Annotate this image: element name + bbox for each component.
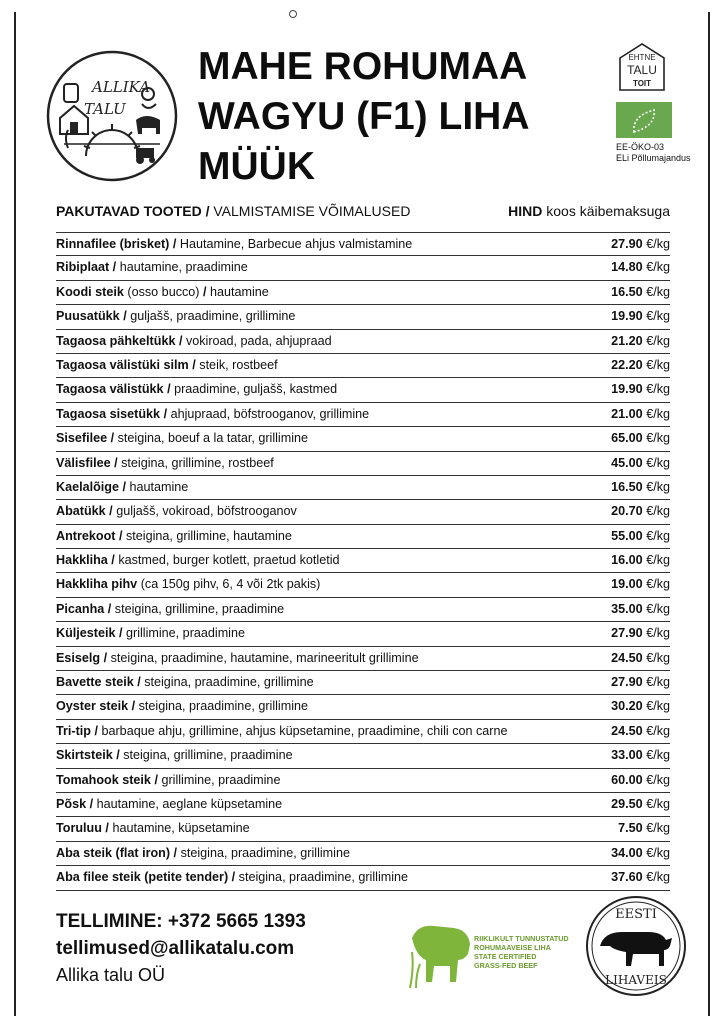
price-value: 19.00 xyxy=(611,577,643,592)
price-value: 20.70 xyxy=(611,504,643,519)
price-unit: €/kg xyxy=(646,237,670,251)
order-phone[interactable]: +372 5665 1393 xyxy=(167,911,306,932)
product-name: Picanha xyxy=(56,601,105,616)
options-label: VALMISTAMISE VÕIMALUSED xyxy=(213,203,411,219)
price-value: 16.00 xyxy=(611,553,643,568)
product-row xyxy=(56,378,670,402)
product-description: steigina, praadimine, grillimine xyxy=(138,699,309,714)
product-row xyxy=(56,598,670,622)
product-separator: / xyxy=(119,309,131,324)
price-value: 16.50 xyxy=(611,479,643,494)
eu-organic-leaf-icon xyxy=(616,102,672,138)
product-price xyxy=(611,622,670,644)
product-name: Hakkliha xyxy=(56,553,108,568)
price-value: 21.00 xyxy=(611,406,643,421)
price-unit: €/kg xyxy=(646,357,670,372)
product-row xyxy=(56,622,670,646)
price-unit: €/kg xyxy=(646,675,670,690)
product-price xyxy=(611,793,670,815)
product-row xyxy=(56,500,670,524)
product-separator: / xyxy=(105,504,117,519)
price-value: 29.50 xyxy=(611,796,643,811)
product-price xyxy=(611,842,670,864)
price-value: 30.20 xyxy=(611,699,643,714)
price-value: 27.90 xyxy=(611,237,643,251)
allika-talu-logo xyxy=(44,48,180,184)
price-value: 27.90 xyxy=(611,675,643,690)
product-row xyxy=(56,817,670,841)
product-description: steigina, grillimine, praadimine xyxy=(123,748,293,763)
product-price xyxy=(618,817,670,839)
product-description: steigina, grillimine, hautamine xyxy=(125,528,292,543)
title-line-2: WAGYU (F1) LIHA xyxy=(198,95,530,138)
products-label: PAKUTAVAD TOOTED xyxy=(56,203,202,219)
logo-text-top: ALLIKA xyxy=(92,78,151,96)
product-price xyxy=(611,671,670,693)
grassfed-line-4: GRASS-FED BEEF xyxy=(474,961,538,970)
product-separator: / xyxy=(115,626,126,641)
product-separator: / xyxy=(128,699,139,714)
product-row xyxy=(56,525,670,549)
product-price xyxy=(611,720,670,742)
product-name: Hakkliha pihv xyxy=(56,577,138,592)
product-description: grillimine, praadimine xyxy=(161,772,281,787)
product-name: Bavette steik xyxy=(56,675,134,690)
product-description: hautamine, aeglane küpsetamine xyxy=(96,796,283,811)
product-separator: / xyxy=(104,601,115,616)
product-row xyxy=(56,354,670,378)
product-price xyxy=(611,598,670,620)
price-unit: €/kg xyxy=(646,650,670,665)
product-separator: / xyxy=(188,357,200,372)
price-unit: €/kg xyxy=(646,553,670,568)
product-row xyxy=(56,793,670,817)
product-name: Aba steik (flat iron) xyxy=(56,845,171,860)
talu-top-text: EHTNE xyxy=(628,53,656,62)
product-name: Tagaosa pähkeltükk xyxy=(56,333,176,348)
product-row xyxy=(56,695,670,719)
product-separator: / xyxy=(150,772,162,787)
header-separator: / xyxy=(201,203,214,219)
products-header xyxy=(56,202,410,220)
price-unit: €/kg xyxy=(646,870,670,885)
product-name: Küljesteik xyxy=(56,626,116,641)
logo-text-bottom: TALU xyxy=(84,100,126,118)
product-name: Tagaosa välistüki silm xyxy=(56,357,189,372)
price-unit: €/kg xyxy=(646,309,670,324)
product-price xyxy=(611,427,670,449)
product-name: Tomahook steik xyxy=(56,772,151,787)
certificates xyxy=(612,40,704,170)
order-info xyxy=(56,908,306,989)
product-separator: / xyxy=(90,723,102,738)
product-name: Puusatükk xyxy=(56,309,120,324)
product-price xyxy=(611,233,670,255)
product-description: guljašš, vokiroad, böfstrooganov xyxy=(116,504,297,519)
product-separator: / xyxy=(115,528,126,543)
product-price xyxy=(611,476,670,498)
price-value: 22.20 xyxy=(611,357,643,372)
product-price xyxy=(611,573,670,595)
price-unit: €/kg xyxy=(646,260,670,275)
product-row xyxy=(56,744,670,768)
grass-fed-certificate xyxy=(406,908,569,992)
price-unit: €/kg xyxy=(646,528,670,543)
price-value: 19.90 xyxy=(611,382,643,397)
price-unit: €/kg xyxy=(646,431,670,446)
price-unit: €/kg xyxy=(646,333,670,348)
product-separator: / xyxy=(112,748,124,763)
product-name: Tagaosa välistükk xyxy=(56,382,164,397)
table-header xyxy=(56,202,670,224)
product-description: vokiroad, pada, ahjupraad xyxy=(185,333,332,348)
product-row xyxy=(56,256,670,280)
product-description: steigina, praadimine, grillimine xyxy=(180,845,350,860)
product-description: praadimine, guljašš, kastmed xyxy=(174,382,338,397)
product-row xyxy=(56,647,670,671)
price-unit: €/kg xyxy=(646,504,670,519)
top-hole xyxy=(289,10,297,18)
product-name: Ribiplaat xyxy=(56,260,110,275)
price-value: 60.00 xyxy=(611,772,643,787)
product-name: Tagaosa sisetükk xyxy=(56,406,161,421)
product-name: Antrekoot xyxy=(56,528,116,543)
product-price xyxy=(611,500,670,522)
talu-bottom-text: TOIT xyxy=(632,79,652,88)
product-price xyxy=(611,744,670,766)
price-value: 65.00 xyxy=(611,431,643,446)
product-name: Koodi steik xyxy=(56,284,124,299)
product-name: Rinnafilee (brisket) xyxy=(56,237,170,251)
company-name: Allika talu OÜ xyxy=(56,965,166,985)
price-unit: €/kg xyxy=(646,699,670,714)
grassfed-line-1: RIIKLIKULT TUNNUSTATUD xyxy=(474,934,569,943)
product-row xyxy=(56,232,670,256)
product-name: Kaelalõige xyxy=(56,479,119,494)
grassfed-line-3: STATE CERTIFIED xyxy=(474,952,537,961)
product-row xyxy=(56,671,670,695)
product-separator: / xyxy=(160,406,171,421)
product-row xyxy=(56,452,670,476)
price-value: 14.80 xyxy=(611,260,643,275)
product-name: Sisefilee xyxy=(56,431,108,446)
product-description: hautamine xyxy=(209,284,269,299)
product-price xyxy=(611,695,670,717)
product-price xyxy=(611,305,670,327)
product-price xyxy=(611,256,670,278)
price-value: 24.50 xyxy=(611,723,643,738)
price-value: 37.60 xyxy=(611,870,643,885)
page-title xyxy=(198,42,578,192)
price-unit: €/kg xyxy=(646,284,670,299)
product-description: hautamine, küpsetamine xyxy=(112,821,250,836)
title-line-3: MÜÜK xyxy=(198,145,315,188)
price-value: 34.00 xyxy=(611,845,643,860)
product-description: steigina, praadimine, grillimine xyxy=(238,870,409,885)
price-value: 27.90 xyxy=(611,626,643,641)
product-name: Abatükk xyxy=(56,504,106,519)
product-name-extra: (ca 150g pihv, 6, 4 või 2tk pakis) xyxy=(137,577,321,592)
grassfed-line-2: ROHUMAAVEISE LIHA xyxy=(474,943,551,952)
product-separator: / xyxy=(86,796,97,811)
product-name: Välisfilee xyxy=(56,455,111,470)
product-name: Skirtsteik xyxy=(56,748,113,763)
price-note: koos käibemaksuga xyxy=(542,203,670,219)
product-name-extra: (osso bucco) xyxy=(123,284,200,299)
product-separator: / xyxy=(169,237,180,251)
product-price xyxy=(611,281,670,303)
product-description: kastmed, burger kotlett, praetud kotletid xyxy=(118,553,340,568)
price-value: 21.20 xyxy=(611,333,643,348)
title-line-1: MAHE ROHUMAA xyxy=(198,45,528,88)
green-cow-icon xyxy=(406,908,474,992)
price-unit: €/kg xyxy=(646,821,670,836)
product-row xyxy=(56,281,670,305)
grass-fed-text xyxy=(474,934,569,970)
product-separator: / xyxy=(107,553,119,568)
product-description: Hautamine, Barbecue ahjus valmistamine xyxy=(179,237,413,251)
product-description: steigina, grillimine, rostbeef xyxy=(121,455,274,470)
price-label: HIND xyxy=(508,203,543,219)
price-unit: €/kg xyxy=(646,772,670,787)
product-price xyxy=(611,647,670,669)
price-value: 19.90 xyxy=(611,309,643,324)
price-unit: €/kg xyxy=(646,601,670,616)
price-unit: €/kg xyxy=(646,845,670,860)
product-price xyxy=(611,549,670,571)
product-separator: / xyxy=(119,479,130,494)
product-price xyxy=(611,525,670,547)
stamp-top-text: EESTI xyxy=(615,907,657,922)
order-line xyxy=(56,908,306,935)
price-unit: €/kg xyxy=(646,455,670,470)
product-row xyxy=(56,842,670,866)
product-description: barbaque ahju, grillimine, ahjus küpsetamine, praadimine, chili con carne xyxy=(101,723,508,738)
product-price xyxy=(611,330,670,352)
eesti-lihaveis-stamp xyxy=(584,894,688,998)
product-name: Aba filee steik (petite tender) xyxy=(56,870,229,885)
product-row xyxy=(56,427,670,451)
talu-mid-text: TALU xyxy=(627,63,657,77)
product-row xyxy=(56,476,670,500)
price-unit: €/kg xyxy=(646,479,670,494)
price-unit: €/kg xyxy=(646,748,670,763)
order-email[interactable]: tellimused@allikatalu.com xyxy=(56,938,295,959)
product-name: Toruluu xyxy=(56,821,102,836)
price-value: 24.50 xyxy=(611,650,643,665)
product-separator: / xyxy=(101,821,113,836)
product-row xyxy=(56,549,670,573)
price-value: 35.00 xyxy=(611,601,643,616)
product-separator: / xyxy=(133,675,145,690)
product-description: steigina, boeuf a la tatar, grillimine xyxy=(117,431,309,446)
price-unit: €/kg xyxy=(646,796,670,811)
product-separator: / xyxy=(100,650,111,665)
product-description: hautamine xyxy=(129,479,189,494)
price-value: 7.50 xyxy=(618,821,643,836)
product-row xyxy=(56,866,670,890)
product-row xyxy=(56,573,670,597)
product-price xyxy=(611,403,670,425)
eco-code: EE-ÖKO-03 xyxy=(616,142,665,152)
product-description: ahjupraad, böfstrooganov, grillimine xyxy=(170,406,370,421)
product-description: guljašš, praadimine, grillimine xyxy=(130,309,296,324)
price-unit: €/kg xyxy=(646,577,670,592)
product-row xyxy=(56,305,670,329)
product-name: Tri-tip xyxy=(56,723,91,738)
product-price xyxy=(611,769,670,791)
price-unit: €/kg xyxy=(646,382,670,397)
eco-org: ELi Põllumajandus xyxy=(616,153,691,163)
product-price xyxy=(611,866,670,888)
price-unit: €/kg xyxy=(646,723,670,738)
product-name: Esiselg xyxy=(56,650,101,665)
product-description: steigina, praadimine, grillimine xyxy=(144,675,314,690)
product-description: steigina, grillimine, praadimine xyxy=(114,601,285,616)
product-separator: / xyxy=(199,284,210,299)
product-description: steik, rostbeef xyxy=(199,357,278,372)
product-price xyxy=(611,378,670,400)
ehtne-talu-toit-logo xyxy=(616,40,668,92)
price-header xyxy=(508,202,670,220)
product-name: Põsk xyxy=(56,796,87,811)
price-value: 16.50 xyxy=(611,284,643,299)
product-description: hautamine, praadimine xyxy=(119,260,248,275)
price-unit: €/kg xyxy=(646,626,670,641)
product-separator: / xyxy=(109,260,120,275)
price-unit: €/kg xyxy=(646,406,670,421)
product-separator: / xyxy=(170,845,181,860)
product-row xyxy=(56,330,670,354)
product-list xyxy=(56,232,670,891)
product-description: grillimine, praadimine xyxy=(126,626,245,641)
product-separator: / xyxy=(163,382,175,397)
product-row xyxy=(56,769,670,793)
product-price xyxy=(611,354,670,376)
product-separator: / xyxy=(110,455,122,470)
price-value: 45.00 xyxy=(611,455,643,470)
price-value: 55.00 xyxy=(611,528,643,543)
product-price xyxy=(611,452,670,474)
product-separator: / xyxy=(228,870,239,885)
price-value: 33.00 xyxy=(611,748,643,763)
product-row xyxy=(56,403,670,427)
stamp-bottom-text: LIHAVEIS xyxy=(605,973,667,987)
product-description: steigina, praadimine, hautamine, marineeritult grillimine xyxy=(110,650,419,665)
product-name: Oyster steik xyxy=(56,699,129,714)
product-row xyxy=(56,720,670,744)
product-separator: / xyxy=(175,333,186,348)
order-label: TELLIMINE: xyxy=(56,911,168,932)
product-separator: / xyxy=(107,431,118,446)
